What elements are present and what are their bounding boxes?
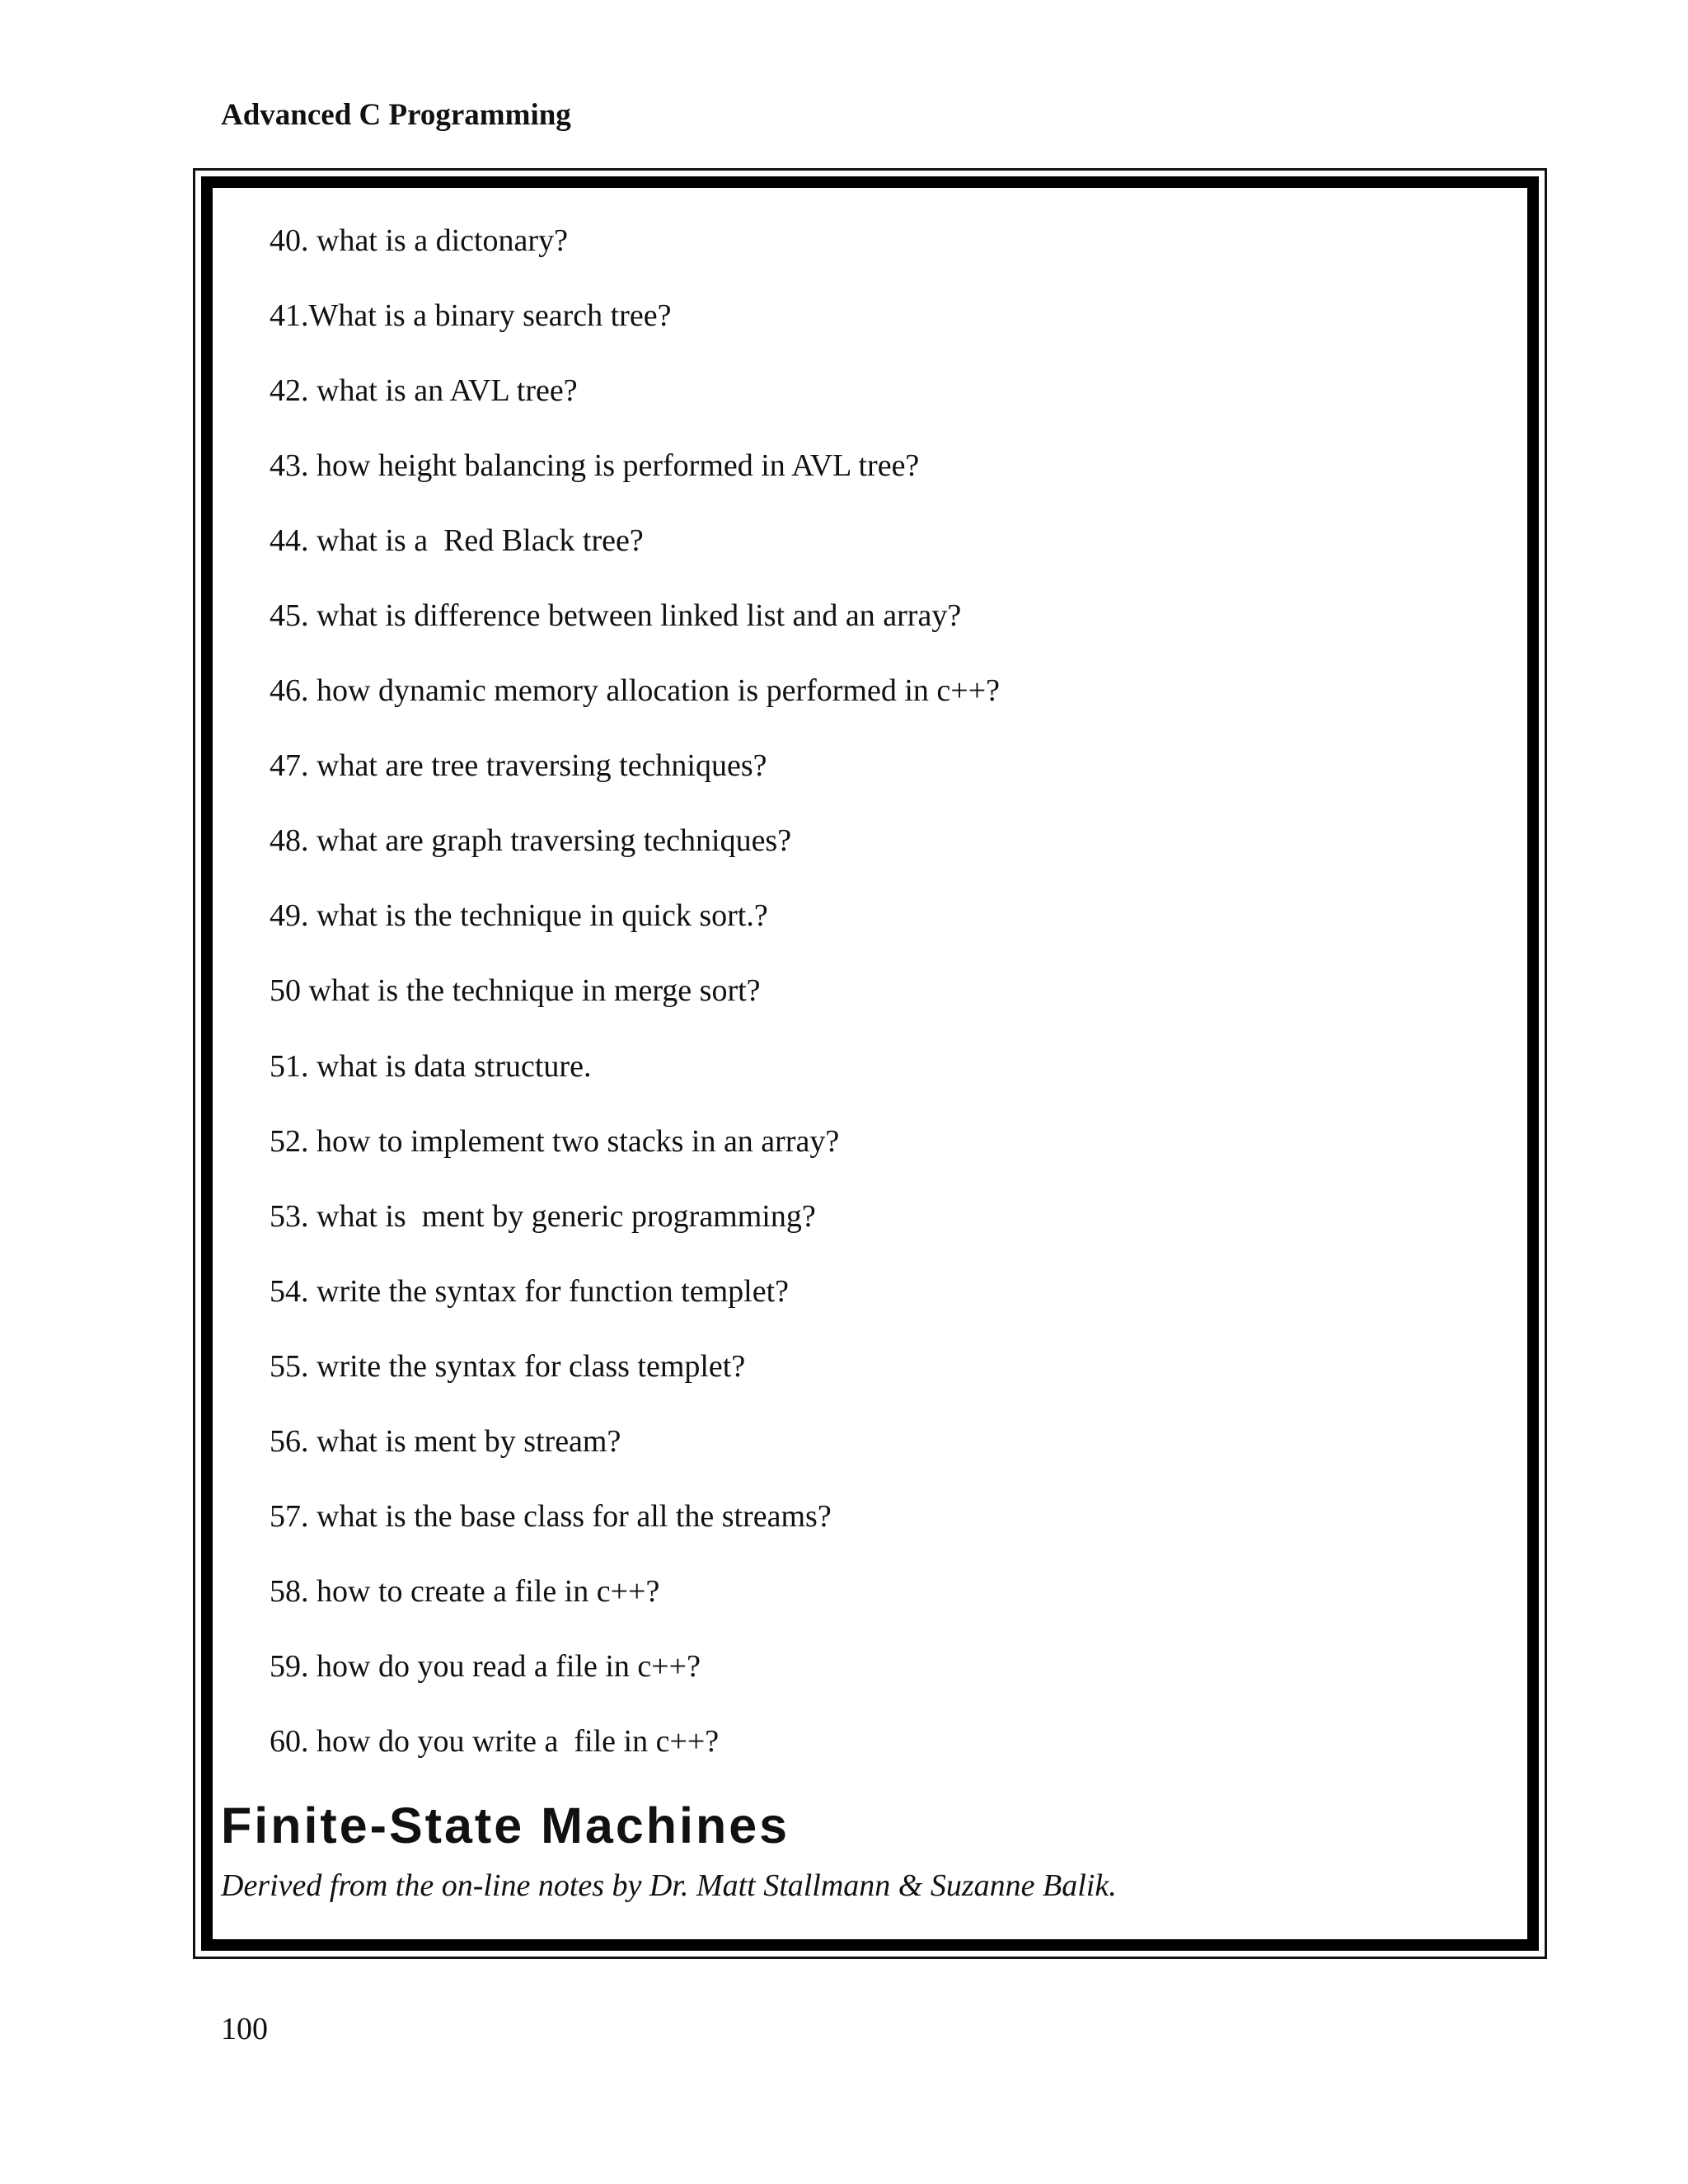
question-item: 54. write the syntax for function templet? xyxy=(270,1273,789,1309)
question-item: 50 what is the technique in merge sort? xyxy=(270,973,761,1009)
page-number: 100 xyxy=(221,2012,268,2046)
question-item: 58. how to create a file in c++? xyxy=(270,1573,660,1609)
running-header: Advanced C Programming xyxy=(221,98,571,132)
question-item: 47. what are tree traversing techniques? xyxy=(270,748,767,784)
question-item: 40. what is a dictonary? xyxy=(270,223,568,258)
question-item: 41.What is a binary search tree? xyxy=(270,298,672,334)
question-item: 51. what is data structure. xyxy=(270,1048,592,1084)
question-item: 48. what are graph traversing techniques? xyxy=(270,823,792,859)
question-item: 52. how to implement two stacks in an array? xyxy=(270,1123,840,1159)
question-list xyxy=(270,216,1000,1792)
question-item: 43. how height balancing is performed in AVL tree? xyxy=(270,448,920,484)
section-title: Finite-State Machines xyxy=(221,1797,790,1854)
question-item: 42. what is an AVL tree? xyxy=(270,373,578,409)
question-item: 56. what is ment by stream? xyxy=(270,1423,621,1459)
question-item: 60. how do you write a file in c++? xyxy=(270,1723,720,1759)
question-item: 46. how dynamic memory allocation is performed in c++? xyxy=(270,673,1001,709)
section-subtitle: Derived from the on-line notes by Dr. Matt Stallmann & Suzanne Balik. xyxy=(221,1868,1117,1903)
question-item: 45. what is difference between linked list and an array? xyxy=(270,598,962,634)
question-item: 57. what is the base class for all the streams? xyxy=(270,1498,832,1534)
question-item: 49. what is the technique in quick sort.? xyxy=(270,898,768,934)
question-item: 55. write the syntax for class templet? xyxy=(270,1348,746,1384)
question-item: 53. what is ment by generic programming? xyxy=(270,1198,816,1234)
question-item: 44. what is a Red Black tree? xyxy=(270,523,644,559)
question-item: 59. how do you read a file in c++? xyxy=(270,1648,701,1684)
